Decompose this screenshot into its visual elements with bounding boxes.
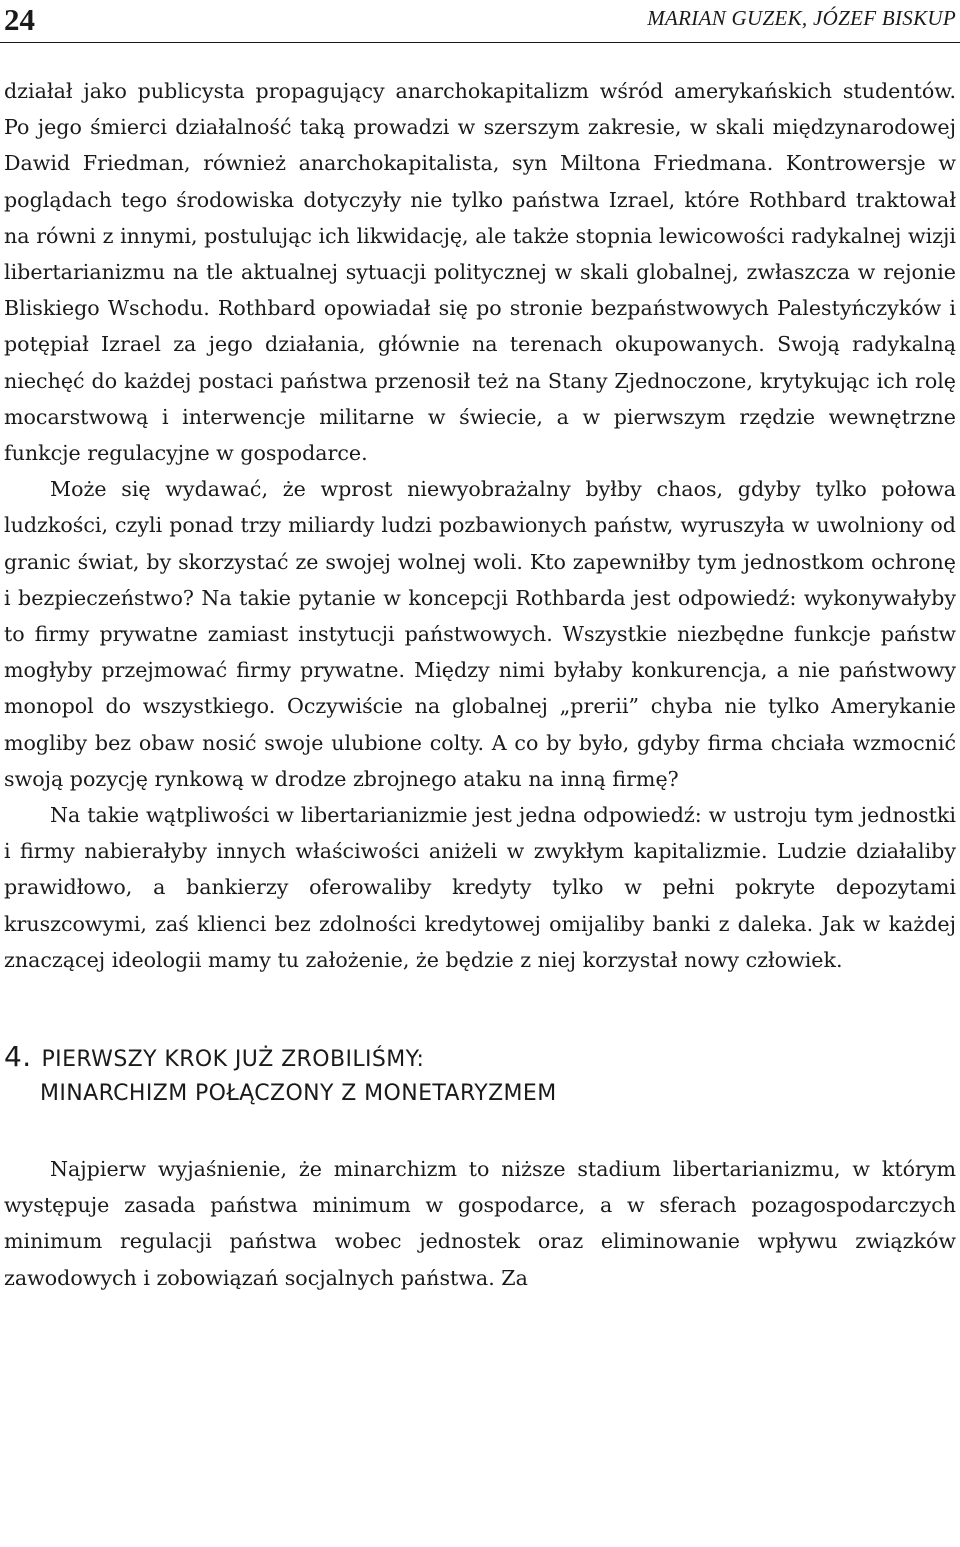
paragraph-1: działał jako publicysta propagujący anarchokapitalizm wśród amerykańskich studentów. Po jego śmierci działalność taką prowadzi w szerszym zakresie, w skali międzynarodowej Dawid Friedman, również anarchokapitalista, syn Miltona Friedmana. Kontrowersje w poglądach tego środowiska dotyczyły nie tylko państwa Izrael, które Rothbard traktował na równi z innymi, postulując ich likwidację, ale także stopnia lewicowości radykalnej wizji libertarianizmu na tle aktualnej sytuacji politycznej w skali globalnej, zwłaszcza w rejonie Bliskiego Wschodu. Rothbard opowiadał się po stronie bezpaństwowych Palestyńczyków i potępiał Izrael za jego działania, głównie na terenach okupowanych. Swoją radykalną niechęć do każdej postaci państwa przenosił też na Stany Zjednoczone, krytykując ich rolę mocarstwową i interwencje militarne w świecie, a w pierwszym rzędzie wewnętrzne funkcje regulacyjne w gospodarce.	[4, 79, 956, 466]
main-text	[4, 73, 956, 978]
section-title-line2: MINARCHIZM POŁĄCZONY Z MONETARYZMEM	[40, 1081, 557, 1107]
header-authors: MARIAN GUZEK, JÓZEF BISKUP	[647, 6, 956, 30]
paragraph-3: Na takie wątpliwości w libertarianizmie jest jedna odpowiedź: w ustroju tym jednostki i firmy nabierałyby innych właściwości aniżeli w zwykłym kapitalizmie. Ludzie działaliby prawidłowo, a bankierzy oferowaliby kredyty tylko w pełni pokryte depozytami kruszcowymi, zaś klienci bez zdolności kredytowej omijaliby banki z daleka. Jak w każdej znaczącej ideologii mamy tu założenie, że będzie z niej korzystał nowy człowiek.	[4, 803, 956, 972]
section-text	[4, 1151, 956, 1296]
section-number: 4.	[4, 1040, 32, 1074]
running-head	[0, 0, 960, 43]
section-paragraph-1: Najpierw wyjaśnienie, że minarchizm to niższe stadium libertarianizmu, w którym występuje zasada państwa minimum w gospodarce, a w sferach pozagospodarczych minimum regulacji państwa wobec jednostek oraz eliminowanie wpływu związków zawodowych i zobowiązań socjalnych państwa. Za	[4, 1157, 956, 1290]
section-heading	[4, 1040, 956, 1111]
page-number: 24	[4, 2, 35, 37]
paragraph-2: Może się wydawać, że wprost niewyobrażalny byłby chaos, gdyby tylko połowa ludzkości, czyli ponad trzy miliardy ludzi pozbawionych państw, wyruszyła w uwolniony od granic świat, by skorzystać ze swojej wolnej woli. Kto zapewniłby tym jednostkom ochronę i bezpieczeństwo? Na takie pytanie w koncepcji Rothbarda jest odpowiedź: wykonywałyby to firmy prywatne zamiast instytucji państwowych. Wszystkie niezbędne funkcje państw mogłyby przejmować firmy prywatne. Między nimi byłaby konkurencja, a nie państwowy monopol do wszystkiego. Oczywiście na globalnej „prerii” chyba nie tylko Amerykanie mogliby bez obaw nosić swoje ulubione colty. A co by było, gdyby firma chciała wzmocnić swoją pozycję rynkową w drodze zbrojnego ataku na inną firmę?	[4, 477, 956, 791]
section-title-line1: PIERWSZY KROK JUŻ ZROBILIŚMY:	[41, 1047, 425, 1073]
